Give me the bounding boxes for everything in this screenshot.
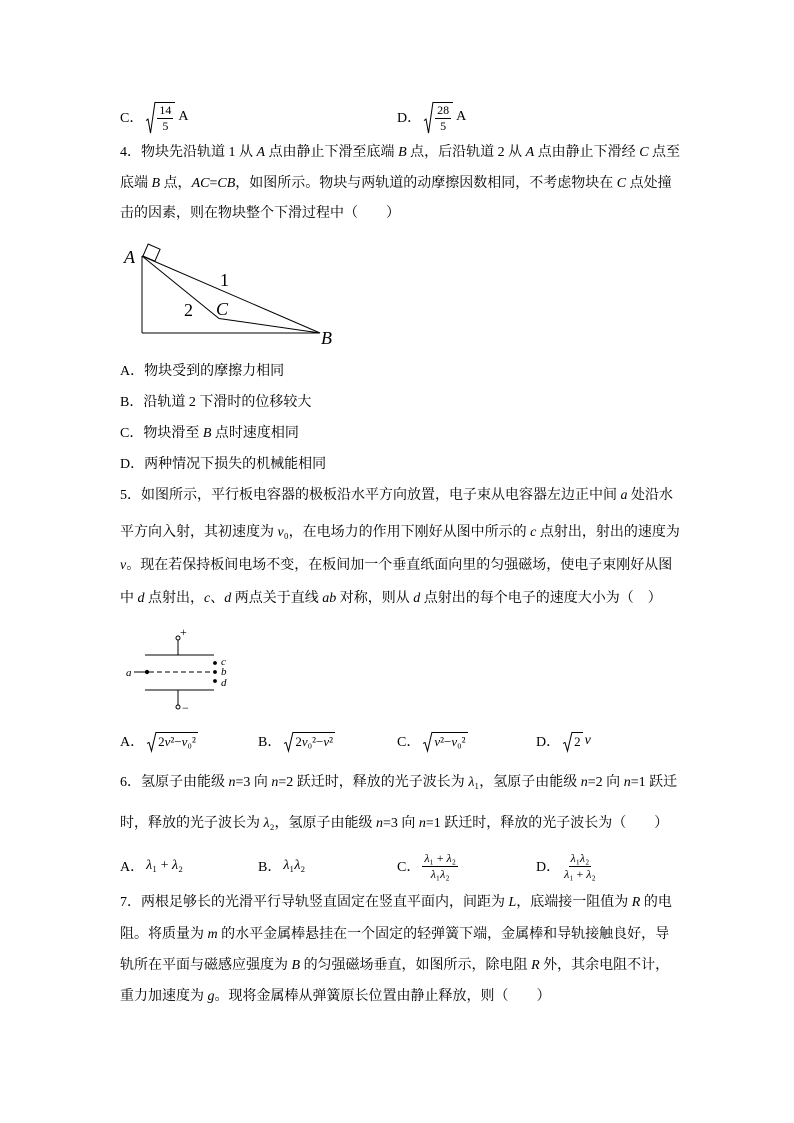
math-variable: B	[151, 176, 161, 191]
unit: A	[456, 109, 467, 124]
math-variable: v	[164, 733, 171, 749]
radical-sign-path	[423, 732, 432, 751]
radical-sign-path	[563, 732, 572, 751]
point-c-label: C	[216, 299, 229, 319]
math-variable: λ	[570, 850, 576, 865]
q4-option-c	[120, 424, 299, 444]
square-root	[423, 732, 467, 751]
math-variable: R	[531, 958, 540, 973]
radical-sign	[563, 732, 572, 751]
q5-option-d	[536, 729, 591, 753]
math-variable: λ	[283, 858, 290, 873]
positive-terminal-label: +	[180, 625, 187, 639]
q7-stem-line: 轨所在平面与磁感应强度为 B 的匀强磁场垂直，如图所示，除电阻 R 外，其余电阻不计，	[120, 958, 670, 973]
radical-sign-path	[146, 102, 155, 133]
option-label: B．	[120, 395, 144, 410]
math-variable: g	[207, 989, 215, 1004]
unit: A	[178, 109, 189, 124]
math-variable: n	[271, 775, 279, 790]
radicand: 2	[574, 733, 581, 749]
square-root	[563, 732, 583, 751]
option-expression: λ₁λ₂	[283, 858, 306, 873]
math-variable: λ	[146, 858, 153, 873]
fraction	[562, 852, 598, 881]
positive-terminal	[176, 636, 180, 640]
q5-capacitor-figure	[120, 622, 235, 715]
track-2-label: 2	[184, 300, 193, 320]
point-a-dot	[145, 670, 148, 673]
q4-stem-line: 底端 B 点，AC=CB，如图所示。物块与两轨道的动摩擦因数相同，不考虑物块在 C 点处撞	[120, 176, 672, 191]
negative-terminal	[176, 705, 180, 709]
option-text: 两种情况下损失的机械能相同	[144, 457, 327, 472]
q4-option-a	[120, 362, 284, 382]
math-variable: B	[291, 958, 301, 973]
option-label: C．	[120, 111, 144, 126]
radical-sign-path	[147, 732, 156, 751]
q4-option-b	[120, 393, 311, 413]
option-label: C．	[120, 426, 144, 441]
fraction-denominator: 5	[440, 118, 447, 133]
fraction	[435, 104, 451, 133]
fraction-numerator: λ₁λ₂	[570, 850, 590, 865]
q4-option-d	[120, 455, 326, 475]
q5-stem-line: 平方向入射，其初速度为 v₀，在电场力的作用下刚好从图中所示的 c 点射出，射出的速度为	[120, 525, 680, 540]
q5-stem-line: v。现在若保持板间电场不变，在板间加一个垂直纸面向里的匀强磁场，使电子束刚好从图	[120, 558, 673, 573]
fraction-numerator: 14	[159, 102, 172, 117]
math-variable: A	[256, 145, 266, 160]
option-expression: λ₁ + λ₂	[146, 858, 183, 873]
math-variable: λ	[430, 866, 436, 881]
q3-option-d	[397, 101, 466, 133]
radical-sign	[146, 102, 155, 133]
math-variable: λ	[171, 858, 179, 873]
math-variable: λ	[294, 858, 301, 873]
radicand	[155, 102, 175, 133]
q4-incline-figure	[110, 235, 345, 350]
radical-sign-path	[424, 102, 433, 133]
option-text: 物块滑至 B 点时速度相同	[143, 426, 299, 441]
math-variable: L	[508, 895, 517, 910]
math-variable: n	[623, 775, 631, 790]
q5-stem-line: 中 d 点射出，c、d 两点关于直线 ab 对称，则从 d 点射出的每个电子的速度大小为（ ）	[120, 591, 662, 606]
math-variable: c	[204, 591, 211, 606]
math-variable: λ	[263, 816, 270, 831]
q6-option-a	[120, 851, 183, 881]
option-label: C．	[397, 735, 421, 750]
math-variable: v	[277, 525, 284, 540]
math-variable: a	[620, 488, 628, 503]
math-variable: v	[584, 733, 591, 748]
math-variable: C	[639, 145, 649, 160]
point-d-dot	[214, 680, 217, 683]
fraction-denominator: λ₁ + λ₂	[564, 866, 596, 881]
math-variable: c	[530, 525, 537, 540]
option-label: B．	[258, 735, 282, 750]
q7-stem-line: 重力加速度为 g。现将金属棒从弹簧原长位置由静止释放，则（ ）	[120, 989, 551, 1004]
q6-option-c	[397, 851, 458, 881]
math-variable: λ	[440, 866, 446, 881]
fraction-numerator: 28	[437, 102, 450, 117]
fraction-denominator: λ₁λ₂	[430, 866, 450, 881]
square-root	[424, 102, 453, 133]
math-variable: C	[616, 176, 627, 191]
option-text: 沿轨道 2 下滑时的位移较大	[143, 395, 312, 410]
math-variable: λ	[579, 850, 586, 865]
option-label: A．	[120, 735, 145, 750]
negative-terminal-label: −	[182, 701, 189, 715]
math-variable: v	[301, 733, 308, 749]
math-variable: v	[120, 558, 127, 573]
math-variable: A	[525, 145, 535, 160]
radical-sign	[147, 732, 156, 751]
q7-stem-line: 7．两根足够长的光滑平行导轨竖直固定在竖直平面内，间距为 L，底端接一阻值为 R 的电	[120, 895, 672, 910]
q7-stem-line: 阻。将质量为 m 的水平金属棒悬挂在一个固定的轻弹簧下端，金属棒和导轨接触良好，导	[120, 927, 670, 942]
option-label: B．	[258, 860, 282, 875]
math-variable: m	[207, 927, 218, 942]
radical-sign-path	[284, 732, 293, 751]
point-c-label: c	[221, 656, 226, 668]
q4-stem-line: 4．物块先沿轨道 1 从 A 点由静止下滑至底端 B 点，后沿轨道 2 从 A 点由静止下滑经 C 点至	[120, 145, 681, 160]
q5-option-c	[397, 729, 468, 753]
math-variable: CB	[217, 176, 236, 191]
fraction-numerator: λ₁ + λ₂	[424, 850, 456, 865]
math-variable: λ	[446, 850, 452, 865]
math-variable: λ	[586, 866, 592, 881]
track-1-label: 1	[220, 270, 229, 290]
math-variable: v	[434, 733, 441, 749]
math-variable: v	[181, 733, 188, 749]
math-variable: R	[631, 895, 641, 910]
point-d-label: d	[221, 677, 227, 689]
radicand: 2v²−v₀²	[158, 733, 196, 749]
q5-option-a	[120, 729, 198, 753]
option-label: D．	[120, 457, 145, 472]
option-label: D．	[536, 860, 561, 875]
fraction-denominator: 5	[162, 118, 169, 133]
radical-sign	[423, 732, 432, 751]
q6-option-d	[536, 851, 598, 881]
math-variable: λ	[424, 850, 430, 865]
option-label: D．	[397, 111, 422, 126]
option-label: C．	[397, 860, 421, 875]
radicand: v²−v₀²	[434, 733, 466, 749]
math-variable: n	[228, 775, 236, 790]
math-variable: B	[398, 145, 407, 160]
square-root	[146, 102, 175, 133]
point-a-label: a	[126, 667, 132, 679]
point-b-label: b	[221, 666, 227, 678]
point-a-label: A	[124, 247, 135, 267]
point-b-dot	[214, 671, 217, 674]
radicand	[433, 102, 453, 133]
math-variable: d	[413, 591, 421, 606]
math-variable: λ	[564, 866, 570, 881]
math-variable: n	[580, 775, 588, 790]
math-variable: λ	[468, 775, 475, 790]
math-variable: ab	[322, 591, 337, 606]
fraction	[157, 104, 173, 133]
math-variable: B	[202, 426, 212, 441]
q6-option-b	[258, 851, 305, 881]
fraction	[422, 852, 458, 881]
math-variable: d	[137, 591, 145, 606]
q3-option-c	[120, 101, 188, 133]
square-root	[147, 732, 198, 751]
track-1-line	[142, 256, 320, 333]
option-label: A．	[120, 860, 145, 875]
math-variable: n	[418, 816, 426, 831]
option-label: A．	[120, 364, 145, 379]
math-variable: AC	[191, 176, 210, 191]
math-variable: v	[323, 733, 330, 749]
math-variable: v	[451, 733, 458, 749]
q6-stem-line: 6．氢原子由能级 n=3 向 n=2 跃迁时，释放的光子波长为 λ₁，氢原子由能级 n=2 向 n=1 跃迁	[120, 775, 678, 790]
option-suffix	[585, 733, 591, 749]
option-label: D．	[536, 735, 561, 750]
point-b-label: B	[321, 328, 332, 348]
q6-stem-line: 时，释放的光子波长为 λ₂，氢原子由能级 n=3 向 n=1 跃迁时，释放的光子波长为（ ）	[120, 816, 669, 831]
math-variable: n	[375, 816, 383, 831]
radicand: 2v₀²−v²	[295, 733, 334, 749]
q4-stem-line: 击的因素，则在物块整个下滑过程中（ ）	[120, 206, 400, 221]
option-text: 物块受到的摩擦力相同	[144, 364, 285, 379]
point-c-dot	[214, 662, 217, 665]
math-variable: d	[224, 591, 232, 606]
radical-sign	[284, 732, 293, 751]
square-root	[284, 732, 335, 751]
q5-stem-line: 5．如图所示，平行板电容器的极板沿水平方向放置，电子束从电容器左边正中间 a 处沿水	[120, 488, 673, 503]
radical-sign	[424, 102, 433, 133]
q5-option-b	[258, 729, 335, 753]
